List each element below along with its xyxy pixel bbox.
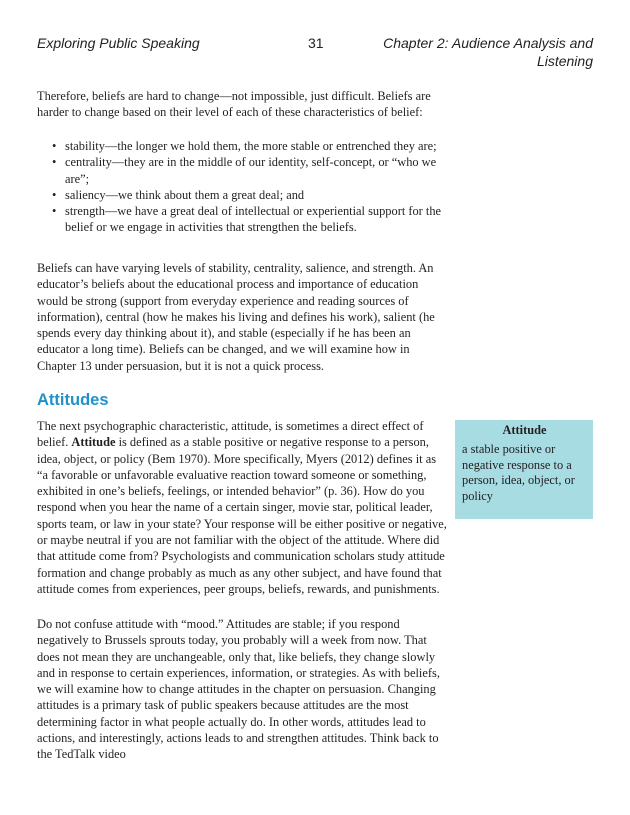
list-item: • strength—we have a great deal of intellectual or experiential support for the belief or we engage in activities that strengthen the beliefs. bbox=[52, 203, 450, 236]
glossary-term: Attitude bbox=[502, 423, 547, 437]
paragraph-text bbox=[37, 418, 449, 597]
chapter-title-line2: Listening bbox=[536, 53, 593, 69]
paragraph-attitude-definition bbox=[37, 418, 449, 597]
running-header-book-title: Exploring Public Speaking bbox=[37, 35, 200, 51]
paragraph-attitude-vs-mood bbox=[37, 616, 449, 763]
belief-characteristics-list bbox=[52, 138, 450, 236]
paragraph-belief-levels bbox=[37, 260, 449, 374]
running-header-chapter bbox=[383, 34, 593, 70]
paragraph-text: Beliefs can have varying levels of stability, centrality, salience, and strength. An educator’s beliefs about the educational process and importance of education would be strong (support from everyday experience and reading sources of information), central (how he makes his living and defines his work), salient (he spends every day thinking about it), and stable (especially if he has been an educator a long time). Beliefs can be changed, and we will examine how in Chapter 13 under persuasion, but it is not a quick process. bbox=[37, 261, 435, 373]
glossary-definition: a stable positive or negative response to a person, idea, object, or policy bbox=[462, 441, 575, 504]
section-heading-attitudes: Attitudes bbox=[37, 391, 109, 409]
list-item: • stability—the longer we hold them, the more stable or entrenched they are; bbox=[52, 138, 450, 154]
chapter-title-line1: Chapter 2: Audience Analysis and bbox=[383, 35, 593, 51]
paragraph-text-after-term: is defined as a stable positive or negative response to a person, idea, object, or policy (Bem 1970). More specifically, Myers (2012) defines it as “a favorable or unfavorable evaluative reaction toward someone or something, exhibited in one’s beliefs, feelings, or intended behavior” (p. 36). How do you respond when you hear the name of a certain singer, movie star, political leader, sports team, or law in your state? Your response will be either positive or negative, or maybe neutral if you are not familiar with the object of the attitude. Where did that attitude come from? Psychologists and communication scholars study attitude formation and change probably as much as any other subject, and have found that attitude comes from experiences, peer groups, beliefs, rewards, and punishments. bbox=[37, 435, 447, 596]
paragraph-text: Do not confuse attitude with “mood.” Attitudes are stable; if you respond negatively to Brussels sprouts today, you probably will a week from now. That does not mean they are unchangeable, only that, like beliefs, they change slowly and in response to certain experiences, information, or strategies. As with beliefs, we will examine how to change attitudes in the chapter on persuasion. Changing attitudes is a primary task of public speakers because attitudes are the most determining factor in what people actually do. In other words, attitudes lead to actions, and interestingly, actions leads to and strengthen attitudes. Think back to the TedTalk video bbox=[37, 617, 440, 762]
page-number: 31 bbox=[308, 35, 324, 51]
paragraph-text: Therefore, beliefs are hard to change—not impossible, just difficult. Beliefs are harder to change based on their level of each of these characteristics of belief: bbox=[37, 89, 431, 120]
glossary-sidebar bbox=[455, 420, 593, 519]
paragraph-text-before-term: The next psychographic characteristic, attitude, is sometimes a direct effect of belief. bbox=[37, 419, 424, 450]
key-term-attitude: Attitude bbox=[71, 435, 116, 450]
list-item: • centrality—they are in the middle of our identity, self-concept, or “who we are”; bbox=[52, 154, 450, 187]
list-item: • saliency—we think about them a great deal; and bbox=[52, 187, 450, 203]
paragraph-beliefs-intro bbox=[37, 88, 449, 121]
